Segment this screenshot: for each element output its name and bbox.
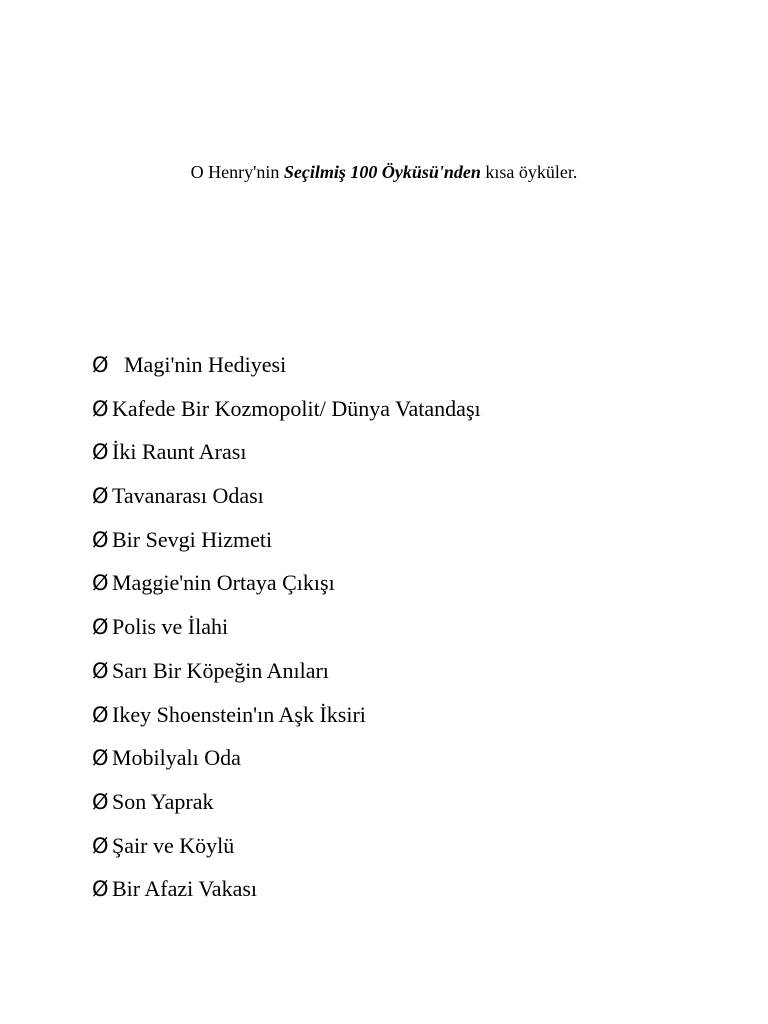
story-title: Ikey Shoenstein'ın Aşk İksiri: [112, 701, 366, 727]
bullet-icon: Ø: [92, 702, 109, 727]
bullet-icon: Ø: [92, 353, 109, 377]
bullet-icon: Ø: [92, 440, 109, 465]
story-item: [92, 612, 481, 656]
story-title: Polis ve İlahi: [112, 614, 229, 640]
story-item: [92, 481, 481, 525]
story-item: [92, 350, 481, 394]
story-item: [92, 874, 481, 918]
story-title: Maggie'nin Ortaya Çıkışı: [112, 570, 335, 596]
bullet-icon: Ø: [92, 396, 109, 421]
story-title: Mobilyalı Oda: [112, 745, 241, 771]
intro-line: [0, 160, 768, 184]
intro-prefix: O Henry'nin: [190, 162, 284, 182]
story-title: Magi'nin Hediyesi: [124, 352, 287, 377]
bullet-icon: Ø: [92, 615, 109, 640]
story-item: [92, 787, 481, 831]
story-title: Kafede Bir Kozmopolit/ Dünya Vatandaşı: [112, 395, 481, 421]
story-title: İki Raunt Arası: [112, 439, 247, 465]
story-item: [92, 525, 481, 569]
bullet-icon: Ø: [92, 789, 109, 814]
story-title: Tavanarası Odası: [112, 483, 264, 509]
bullet-icon: Ø: [92, 833, 109, 858]
intro-suffix: kısa öyküler.: [480, 162, 578, 182]
story-title: Son Yaprak: [112, 788, 214, 814]
bullet-icon: Ø: [92, 877, 109, 902]
story-item: [92, 394, 481, 438]
bullet-icon: Ø: [92, 484, 109, 509]
bullet-icon: Ø: [92, 746, 109, 771]
story-item: [92, 568, 481, 612]
story-item: [92, 831, 481, 875]
story-title: Bir Afazi Vakası: [112, 876, 258, 902]
story-list: [92, 350, 481, 918]
story-title: Bir Sevgi Hizmeti: [112, 526, 273, 552]
story-item: [92, 437, 481, 481]
story-title: Sarı Bir Köpeğin Anıları: [112, 657, 329, 683]
story-item: [92, 656, 481, 700]
story-title: Şair ve Köylü: [112, 832, 235, 858]
bullet-icon: Ø: [92, 658, 109, 683]
story-item: [92, 700, 481, 744]
bullet-icon: Ø: [92, 571, 109, 596]
book-title: Seçilmiş 100 Öyküsü'nden: [283, 162, 481, 182]
story-item: [92, 743, 481, 787]
bullet-icon: Ø: [92, 527, 109, 552]
